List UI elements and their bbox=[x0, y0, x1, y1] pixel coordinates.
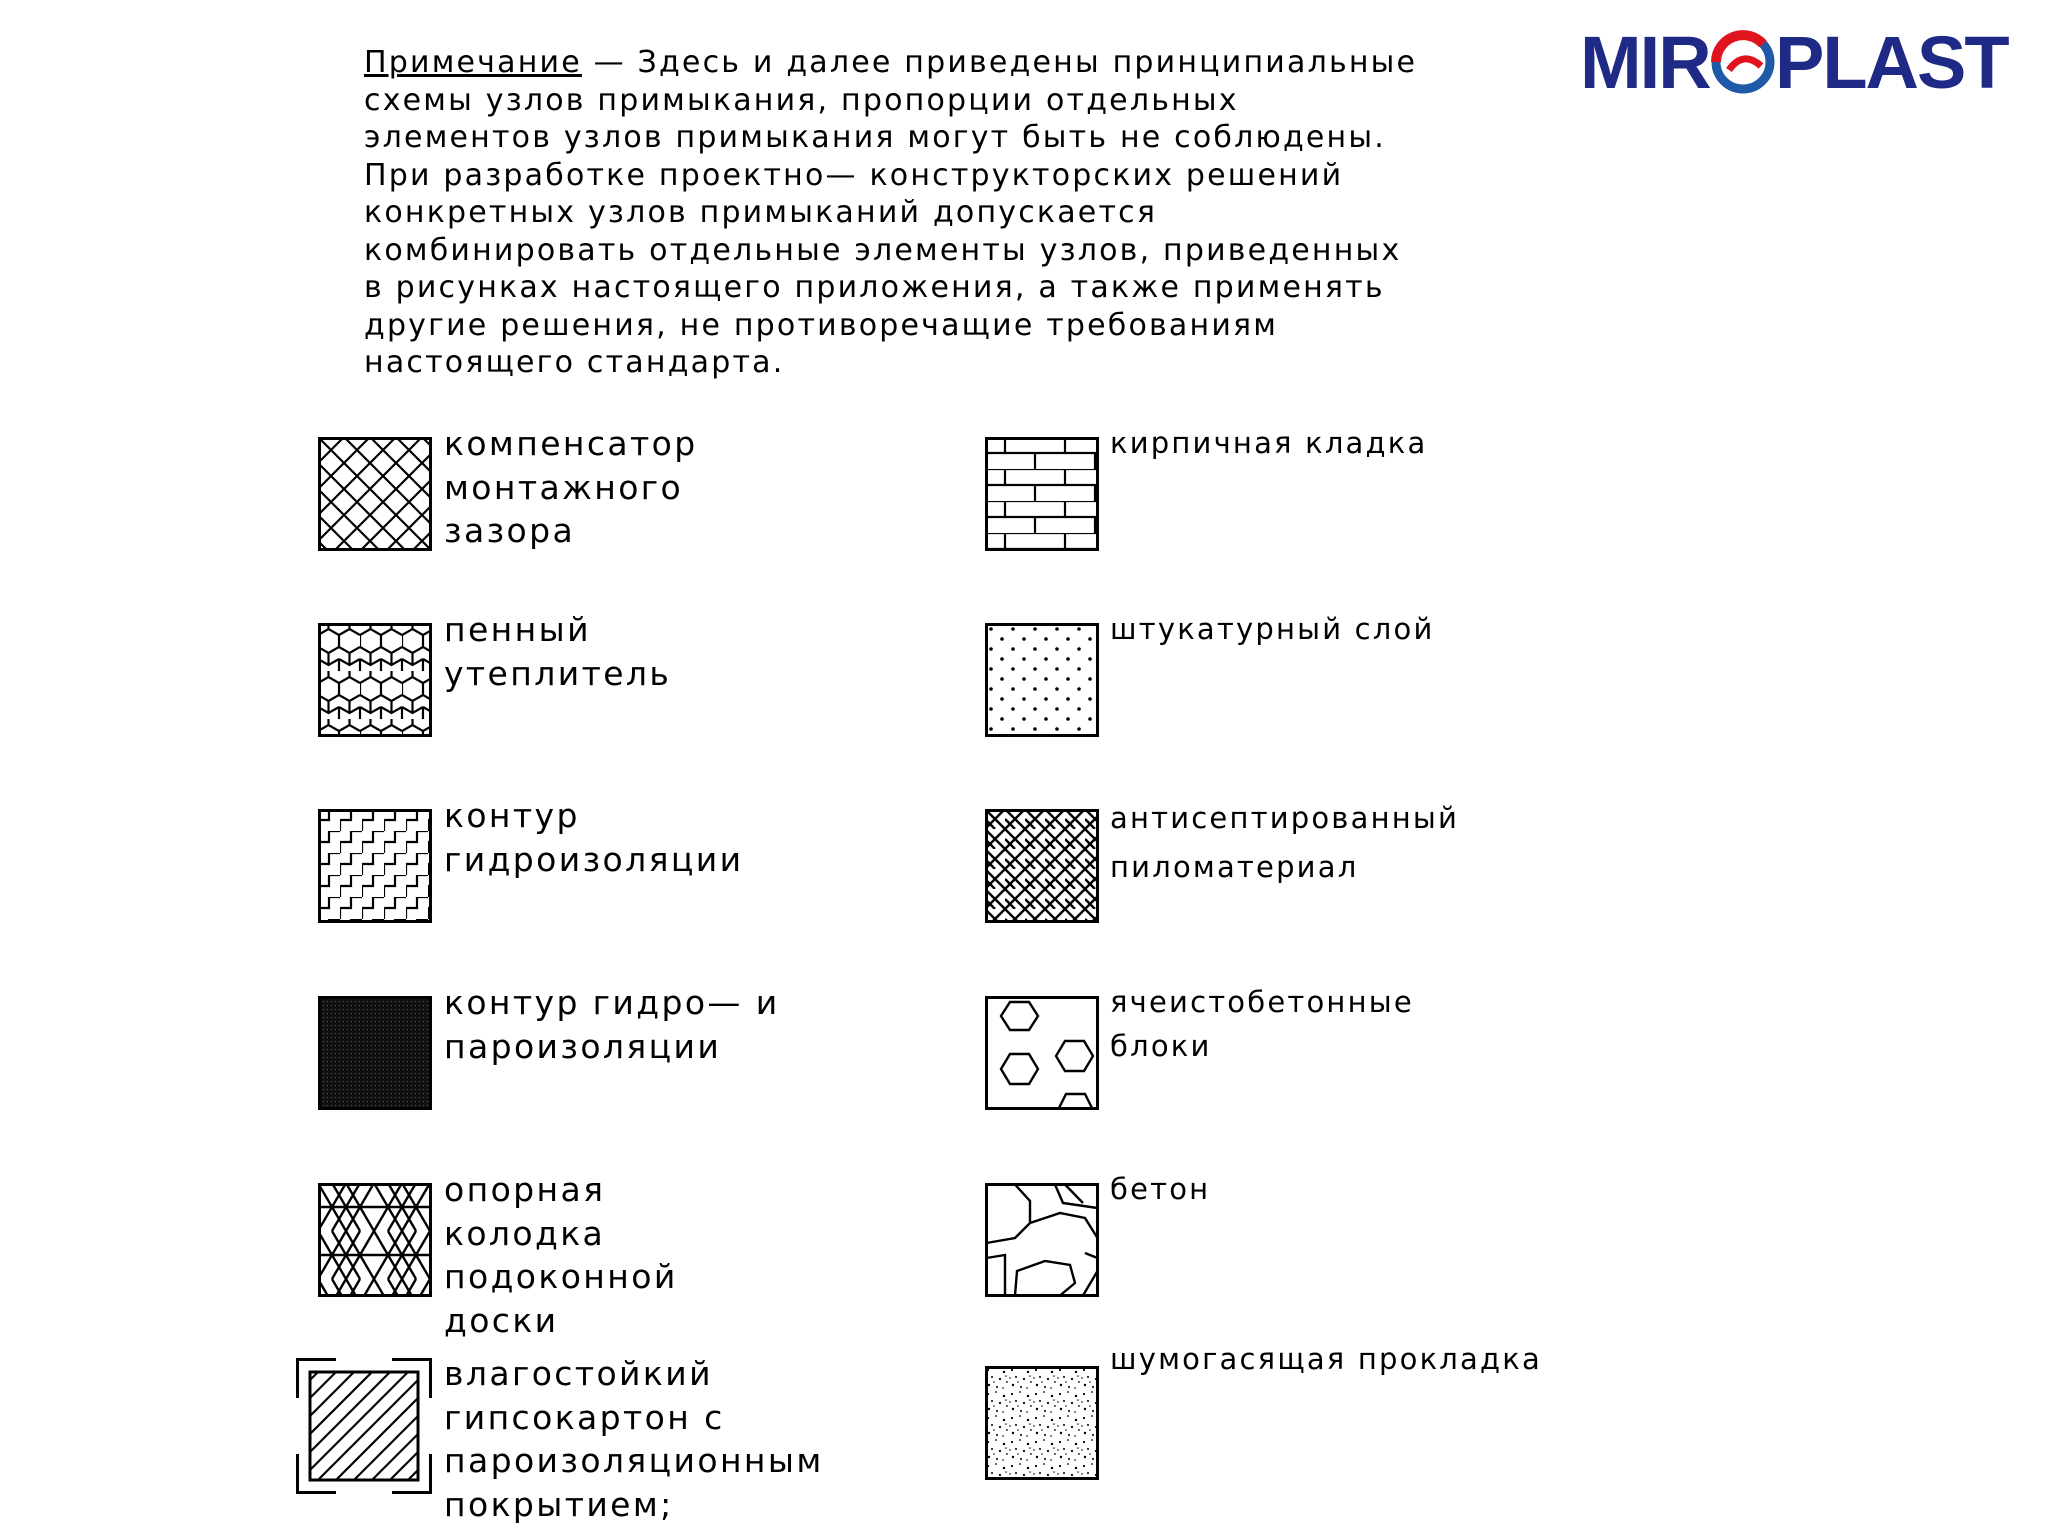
legend-label-timber: антисептированный пиломатериал bbox=[1110, 801, 1460, 884]
legend-label-gypsum-board: влагостойкий гипсокартон с пароизоляционным покрытием; bbox=[444, 1354, 824, 1524]
note-line: При разработке проектно— конструкторских решений bbox=[364, 157, 1344, 193]
note-line: конкретных узлов примыканий допускается bbox=[364, 195, 1158, 230]
note-line: другие решения, не противоречащие требованиям bbox=[364, 307, 1279, 343]
crosshatch-icon bbox=[318, 437, 432, 551]
honeycomb-icon bbox=[318, 623, 432, 737]
legend-label-noise-pad: шумогасящая прокладка bbox=[1110, 1342, 1542, 1376]
note-line: элементов узлов примыкания могут быть не соблюдены. bbox=[364, 120, 1386, 155]
aerated-concrete-icon bbox=[985, 996, 1099, 1110]
timber-icon bbox=[985, 809, 1099, 923]
brick-icon bbox=[985, 437, 1099, 551]
dots-icon bbox=[985, 623, 1099, 737]
legend-label-aerated-blocks: ячеистобетонные блоки bbox=[1110, 985, 1414, 1063]
logo-text-right: PLAST bbox=[1775, 22, 2008, 102]
hatched-gypsum-icon bbox=[296, 1358, 432, 1494]
legend-label-plaster: штукатурный слой bbox=[1110, 612, 1435, 646]
logo-swirl-icon bbox=[1716, 35, 1770, 89]
note-first-line: — Здесь и далее приведены принципиальные bbox=[581, 45, 1418, 80]
note-block bbox=[364, 44, 1464, 382]
legend-label-waterproofing: контур гидроизоляции bbox=[444, 796, 744, 879]
note-line: настоящего стандарта. bbox=[364, 345, 785, 380]
legend-label-foam-insulation: пенный утеплитель bbox=[444, 610, 672, 693]
logo-text-left: MIR bbox=[1580, 22, 1710, 102]
legend-label-brick: кирпичная кладка bbox=[1110, 426, 1428, 460]
note-line: комбинировать отдельные элементы узлов, приведенных bbox=[364, 232, 1402, 268]
legend-label-concrete: бетон bbox=[1110, 1172, 1211, 1206]
note-title: Примечание bbox=[364, 45, 582, 80]
miroplast-logo bbox=[1578, 22, 2038, 102]
legend-label-compensator: компенсатор монтажного зазора bbox=[444, 424, 698, 550]
solid-dark-icon bbox=[318, 996, 432, 1110]
legend-label-sill-support: опорная колодка подоконной доски bbox=[444, 1170, 678, 1340]
note-line: в рисунках настоящего приложения, а также применять bbox=[364, 270, 1385, 305]
stair-pattern-icon bbox=[318, 809, 432, 923]
legend-label-vapor-barrier: контур гидро— и пароизоляции bbox=[444, 983, 780, 1066]
concrete-icon bbox=[985, 1183, 1099, 1297]
note-line-0 bbox=[364, 44, 1464, 82]
star-pattern-icon bbox=[318, 1183, 432, 1297]
noise-pad-icon bbox=[985, 1366, 1099, 1480]
note-line: схемы узлов примыкания, пропорции отдельных bbox=[364, 82, 1239, 118]
